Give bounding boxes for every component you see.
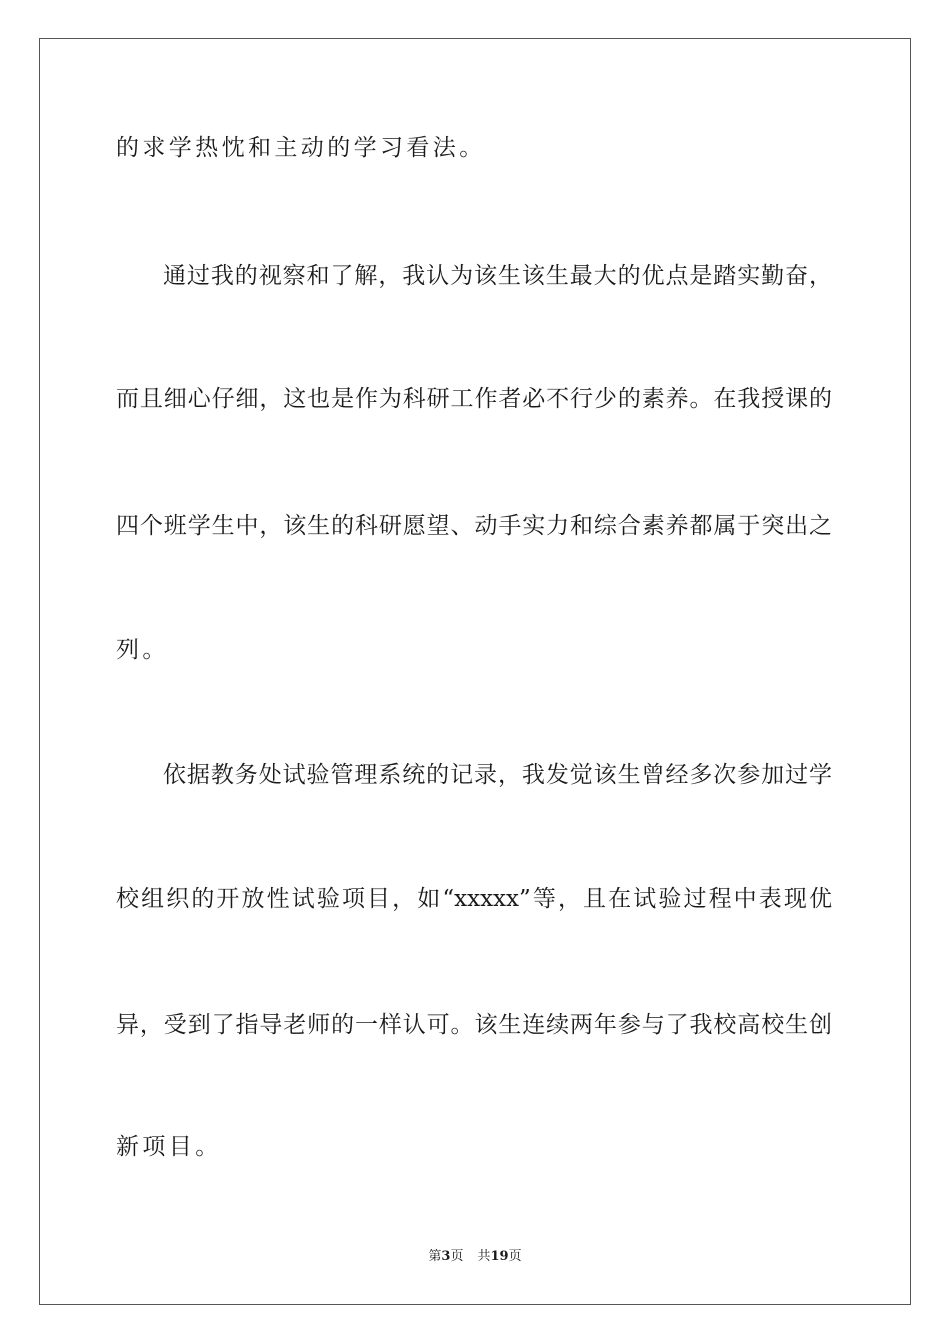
- body-line-4: 四个班学生中，该生的科研愿望、动手实力和综合素养都属于突出之: [116, 513, 832, 539]
- footer-total-pages: 19: [490, 1249, 509, 1264]
- footer-page-prefix: 第: [428, 1249, 442, 1264]
- footer-total-suffix: 页: [508, 1249, 522, 1264]
- footer-page-number: 3: [441, 1249, 451, 1264]
- body-line-1: 的求学热忱和主动的学习看法。: [116, 135, 486, 161]
- page-footer: [0, 1248, 950, 1266]
- body-line-8: 异，受到了指导老师的一样认可。该生连续两年参与了我校高校生创: [116, 1012, 832, 1038]
- body-line-2: 通过我的视察和了解，我认为该生该生最大的优点是踏实勤奋，: [163, 263, 832, 289]
- page-frame: [39, 38, 911, 1305]
- footer-page-suffix: 页: [450, 1249, 464, 1264]
- footer-total-prefix: 共: [477, 1249, 491, 1264]
- body-line-9: 新项目。: [116, 1134, 222, 1160]
- body-line-6: 依据教务处试验管理系统的记录，我发觉该生曾经多次参加过学: [163, 762, 832, 788]
- body-line-3: 而且细心仔细，这也是作为科研工作者必不行少的素养。在我授课的: [116, 386, 832, 412]
- body-line-5: 列。: [116, 637, 169, 663]
- body-line-7: 校组织的开放性试验项目，如“xxxxx”等，且在试验过程中表现优: [116, 886, 832, 912]
